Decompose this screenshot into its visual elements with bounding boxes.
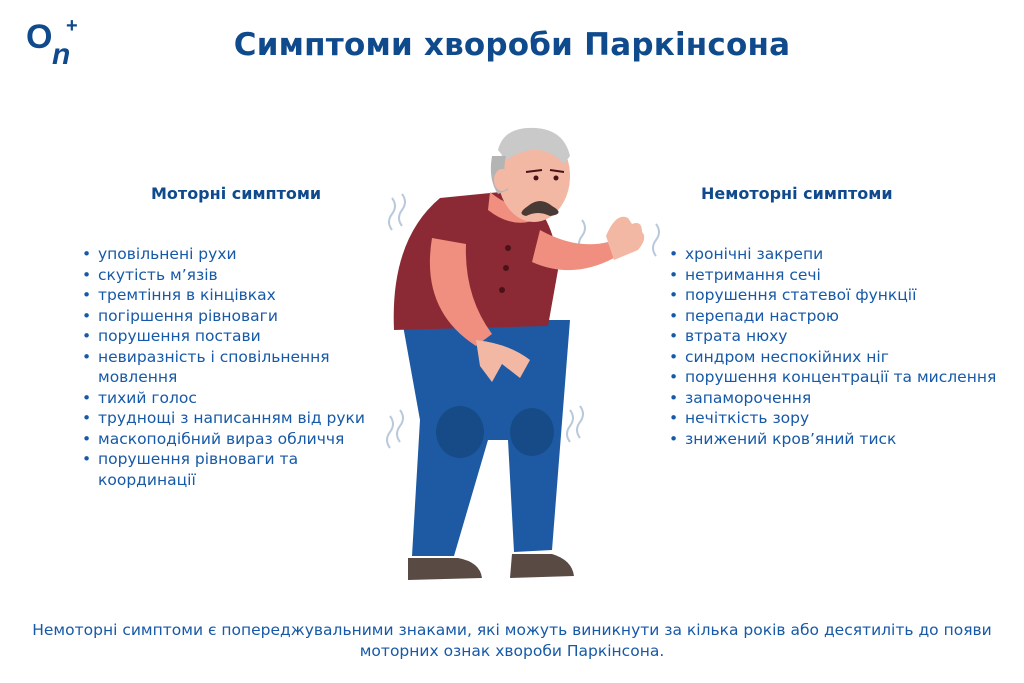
motor-symptom-item: • тихий голос [82,388,372,409]
page-title: Симптоми хвороби Паркінсона [233,27,791,63]
logo-plus: + [66,15,78,37]
nonmotor-symptom-item: • нечіткість зору [669,408,1009,429]
nonmotor-symptom-item: • порушення концентрації та мислення [669,367,1009,388]
motor-symptom-item: • порушення рівноваги та координації [82,449,372,490]
right-arm [532,230,614,270]
footer-note: Немоторні симптоми є попереджувальними знаками, які можуть виникнути за кілька років або десятиліть до появи моторних ознак хвороби Паркінсона. [32,621,992,660]
logo-letter-n: n [52,38,71,70]
motor-symptoms-heading: Моторні симптоми [151,184,322,203]
nonmotor-symptom-item: • знижений кров’яний тиск [669,429,1009,450]
motor-symptom-item: • невиразність і сповільнення мовлення [82,347,372,388]
motor-symptom-item: • труднощі з написанням від руки [82,408,372,429]
nonmotor-symptom-item: • синдром неспокійних ніг [669,347,1009,368]
motor-symptom-item: • уповільнені рухи [82,244,372,265]
nonmotor-symptom-item: • хронічні закрепи [669,244,1009,265]
nonmotor-symptom-item: • втрата нюху [669,326,1009,347]
nonmotor-symptom-item: • нетримання сечі [669,265,1009,286]
motor-symptom-item: • тремтіння в кінцівках [82,285,372,306]
left-shoe [408,558,482,580]
nonmotor-symptom-item: • порушення статевої функції [669,285,1009,306]
motor-symptom-item: • скутість м’язів [82,265,372,286]
logo-letter-o: O [26,18,53,56]
nonmotor-symptoms-list [669,244,1009,449]
motor-symptom-item: • погіршення рівноваги [82,306,372,327]
nonmotor-symptom-item: • запаморочення [669,388,1009,409]
parkinson-patient-illustration [380,120,670,590]
right-shoe [510,554,574,578]
motor-symptom-item: • порушення постави [82,326,372,347]
motor-symptom-item: • маскоподібний вираз обличчя [82,429,372,450]
nonmotor-symptom-item: • перепади настрою [669,306,1009,327]
motor-symptoms-list [82,244,372,490]
nonmotor-symptoms-heading: Немоторні симптоми [701,184,893,203]
